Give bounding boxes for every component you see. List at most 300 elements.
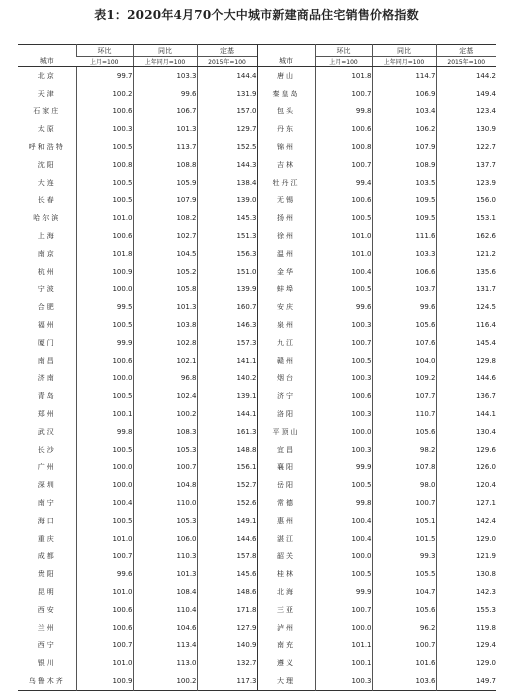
mom-index-cell: 100.4 (315, 512, 372, 530)
mom-index-cell: 100.3 (315, 405, 372, 423)
city-name-cell: 桂林 (257, 565, 315, 583)
table-row (18, 423, 496, 441)
subheader-mom-left: 上月=100 (76, 57, 133, 67)
base-index-cell: 131.7 (436, 281, 496, 299)
yoy-index-cell: 108.8 (133, 156, 197, 174)
city-name-cell: 厦门 (37, 338, 56, 347)
yoy-index-cell: 101.3 (133, 120, 197, 138)
subheader-base-right: 2015年=100 (436, 57, 496, 67)
mom-index-cell: 100.4 (76, 494, 133, 512)
yoy-index-cell: 107.9 (372, 138, 436, 156)
mom-index-cell: 100.5 (76, 138, 133, 156)
mom-index-cell: 101.8 (76, 245, 133, 263)
base-index-cell: 145.3 (197, 209, 257, 227)
yoy-index-cell: 103.5 (372, 174, 436, 192)
city-name-cell: 湛江 (257, 530, 315, 548)
mom-index-cell: 100.7 (76, 548, 133, 566)
mom-index-cell: 101.0 (76, 583, 133, 601)
city-name-cell: 天津 (37, 89, 56, 98)
mom-index-cell: 100.0 (315, 548, 372, 566)
city-name-cell: 丹东 (257, 120, 315, 138)
base-index-cell: 144.2 (436, 67, 496, 85)
base-index-cell: 130.9 (436, 120, 496, 138)
base-index-cell: 135.6 (436, 263, 496, 281)
table-row (18, 459, 496, 477)
base-index-cell: 160.7 (197, 298, 257, 316)
city-name-cell: 泉州 (257, 316, 315, 334)
header-mom-left: 环比 (76, 45, 133, 57)
city-name-cell: 南宁 (37, 499, 56, 508)
base-index-cell: 129.4 (436, 637, 496, 655)
base-index-cell: 120.4 (436, 476, 496, 494)
mom-index-cell: 101.0 (76, 209, 133, 227)
mom-index-cell: 100.0 (76, 370, 133, 388)
base-index-cell: 144.1 (197, 405, 257, 423)
city-name-cell: 合肥 (37, 303, 56, 312)
table-row (18, 192, 496, 210)
table-body (18, 67, 496, 691)
table-row (18, 138, 496, 156)
base-index-cell: 144.4 (197, 67, 257, 85)
city-name-cell: 常德 (257, 494, 315, 512)
base-index-cell: 131.9 (197, 85, 257, 103)
base-index-cell: 144.6 (436, 370, 496, 388)
city-name-cell: 乌鲁木齐 (28, 676, 65, 685)
yoy-index-cell: 99.6 (133, 85, 197, 103)
city-name-cell: 沈阳 (37, 160, 56, 169)
base-index-cell: 142.4 (436, 512, 496, 530)
base-index-cell: 151.3 (197, 227, 257, 245)
mom-index-cell: 100.7 (76, 637, 133, 655)
city-name-cell: 包头 (257, 103, 315, 121)
base-index-cell: 139.0 (197, 192, 257, 210)
city-name-cell: 泸州 (257, 619, 315, 637)
city-name-cell: 惠州 (257, 512, 315, 530)
header-base-left: 定基 (197, 45, 257, 57)
table-row (18, 174, 496, 192)
yoy-index-cell: 100.7 (372, 494, 436, 512)
table-row (18, 281, 496, 299)
mom-index-cell: 99.9 (76, 334, 133, 352)
yoy-index-cell: 96.8 (133, 370, 197, 388)
city-name-cell: 北京 (37, 71, 56, 80)
mom-index-cell: 99.9 (315, 459, 372, 477)
table-row (18, 263, 496, 281)
yoy-index-cell: 102.1 (133, 352, 197, 370)
city-name-cell: 兰州 (37, 623, 56, 632)
table-row (18, 352, 496, 370)
base-index-cell: 156.3 (197, 245, 257, 263)
yoy-index-cell: 107.8 (372, 459, 436, 477)
mom-index-cell: 100.5 (76, 192, 133, 210)
yoy-index-cell: 110.0 (133, 494, 197, 512)
table-row (18, 245, 496, 263)
base-index-cell: 155.3 (436, 601, 496, 619)
mom-index-cell: 100.4 (315, 530, 372, 548)
yoy-index-cell: 98.0 (372, 476, 436, 494)
yoy-index-cell: 100.2 (133, 405, 197, 423)
city-name-cell: 遵义 (257, 654, 315, 672)
base-index-cell: 151.0 (197, 263, 257, 281)
mom-index-cell: 99.4 (315, 174, 372, 192)
city-name-cell: 福州 (37, 321, 56, 330)
mom-index-cell: 100.1 (76, 405, 133, 423)
base-index-cell: 122.7 (436, 138, 496, 156)
table-row (18, 619, 496, 637)
subheader-base-left: 2015年=100 (197, 57, 257, 67)
base-index-cell: 117.3 (197, 672, 257, 690)
mom-index-cell: 100.6 (315, 192, 372, 210)
city-name-cell: 银川 (37, 659, 56, 668)
mom-index-cell: 100.3 (315, 441, 372, 459)
mom-index-cell: 100.3 (76, 120, 133, 138)
table-row (18, 370, 496, 388)
base-index-cell: 139.1 (197, 387, 257, 405)
city-name-cell: 贵阳 (37, 570, 56, 579)
base-index-cell: 149.4 (436, 85, 496, 103)
table-row (18, 565, 496, 583)
table-row (18, 548, 496, 566)
yoy-index-cell: 105.9 (133, 174, 197, 192)
mom-index-cell: 100.4 (315, 263, 372, 281)
yoy-index-cell: 105.1 (372, 512, 436, 530)
table-row (18, 156, 496, 174)
mom-index-cell: 100.6 (76, 601, 133, 619)
base-index-cell: 121.9 (436, 548, 496, 566)
mom-index-cell: 100.5 (76, 441, 133, 459)
table-row (18, 85, 496, 103)
mom-index-cell: 100.6 (315, 120, 372, 138)
price-index-table (18, 44, 496, 691)
yoy-index-cell: 104.5 (133, 245, 197, 263)
city-name-cell: 长沙 (37, 445, 56, 454)
city-name-cell: 广州 (37, 463, 56, 472)
yoy-index-cell: 109.5 (372, 209, 436, 227)
header-yoy-right: 同比 (372, 45, 436, 57)
yoy-index-cell: 102.4 (133, 387, 197, 405)
city-name-cell: 西宁 (37, 641, 56, 650)
yoy-index-cell: 105.3 (133, 512, 197, 530)
city-name-cell: 上海 (37, 232, 56, 241)
base-index-cell: 140.2 (197, 370, 257, 388)
base-index-cell: 132.7 (197, 654, 257, 672)
city-name-cell: 三亚 (257, 601, 315, 619)
yoy-index-cell: 106.0 (133, 530, 197, 548)
yoy-index-cell: 101.5 (372, 530, 436, 548)
yoy-index-cell: 105.3 (133, 441, 197, 459)
mom-index-cell: 100.3 (315, 370, 372, 388)
city-name-cell: 金华 (257, 263, 315, 281)
yoy-index-cell: 108.4 (133, 583, 197, 601)
mom-index-cell: 101.0 (315, 227, 372, 245)
mom-index-cell: 100.6 (76, 619, 133, 637)
city-name-cell: 吉林 (257, 156, 315, 174)
yoy-index-cell: 104.8 (133, 476, 197, 494)
base-index-cell: 129.8 (436, 352, 496, 370)
base-index-cell: 157.3 (197, 334, 257, 352)
base-index-cell: 149.7 (436, 672, 496, 690)
header-city-left: 城市 (18, 45, 76, 67)
base-index-cell: 129.6 (436, 441, 496, 459)
city-name-cell: 西安 (37, 605, 56, 614)
city-name-cell: 呼和浩特 (28, 143, 65, 152)
yoy-index-cell: 106.6 (372, 263, 436, 281)
city-name-cell: 大理 (257, 672, 315, 690)
city-name-cell: 南充 (257, 637, 315, 655)
base-index-cell: 142.3 (436, 583, 496, 601)
city-name-cell: 南昌 (37, 356, 56, 365)
mom-index-cell: 99.9 (315, 583, 372, 601)
yoy-index-cell: 100.7 (133, 459, 197, 477)
mom-index-cell: 99.6 (76, 565, 133, 583)
city-name-cell: 韶关 (257, 548, 315, 566)
mom-index-cell: 100.1 (315, 654, 372, 672)
city-name-cell: 长春 (37, 196, 56, 205)
yoy-index-cell: 109.2 (372, 370, 436, 388)
mom-index-cell: 100.6 (76, 227, 133, 245)
table-row (18, 530, 496, 548)
city-name-cell: 安庆 (257, 298, 315, 316)
city-name-cell: 青岛 (37, 392, 56, 401)
yoy-index-cell: 107.7 (372, 387, 436, 405)
mom-index-cell: 100.6 (76, 352, 133, 370)
base-index-cell: 129.7 (197, 120, 257, 138)
table-row (18, 227, 496, 245)
city-name-cell: 平顶山 (257, 423, 315, 441)
mom-index-cell: 100.5 (315, 352, 372, 370)
table-row (18, 583, 496, 601)
mom-index-cell: 100.6 (76, 103, 133, 121)
city-name-cell: 牡丹江 (257, 174, 315, 192)
yoy-index-cell: 100.2 (133, 672, 197, 690)
yoy-index-cell: 101.6 (372, 654, 436, 672)
city-name-cell: 蚌埠 (257, 281, 315, 299)
city-name-cell: 昆明 (37, 588, 56, 596)
table-row (18, 103, 496, 121)
mom-index-cell: 100.5 (76, 174, 133, 192)
yoy-index-cell: 106.9 (372, 85, 436, 103)
mom-index-cell: 100.8 (315, 138, 372, 156)
mom-index-cell: 101.0 (315, 245, 372, 263)
yoy-index-cell: 114.7 (372, 67, 436, 85)
table-row (18, 441, 496, 459)
yoy-index-cell: 108.9 (372, 156, 436, 174)
city-name-cell: 深圳 (37, 481, 56, 490)
base-index-cell: 123.9 (436, 174, 496, 192)
city-name-cell: 岳阳 (257, 476, 315, 494)
mom-index-cell: 100.7 (315, 85, 372, 103)
base-index-cell: 152.6 (197, 494, 257, 512)
base-index-cell: 126.0 (436, 459, 496, 477)
base-index-cell: 152.7 (197, 476, 257, 494)
city-name-cell: 宁波 (37, 285, 56, 294)
header-mom-right: 环比 (315, 45, 372, 57)
table-row (18, 512, 496, 530)
mom-index-cell: 100.5 (315, 476, 372, 494)
base-index-cell: 171.8 (197, 601, 257, 619)
city-name-cell: 哈尔滨 (33, 214, 61, 223)
yoy-index-cell: 96.2 (372, 619, 436, 637)
subheader-mom-right: 上月=100 (315, 57, 372, 67)
table-row (18, 316, 496, 334)
yoy-index-cell: 105.5 (372, 565, 436, 583)
city-name-cell: 无锡 (257, 192, 315, 210)
base-index-cell: 145.6 (197, 565, 257, 583)
mom-index-cell: 100.9 (76, 263, 133, 281)
city-name-cell: 太原 (37, 125, 56, 134)
mom-index-cell: 100.3 (315, 672, 372, 690)
base-index-cell: 127.9 (197, 619, 257, 637)
mom-index-cell: 100.0 (315, 423, 372, 441)
mom-index-cell: 100.9 (76, 672, 133, 690)
city-name-cell: 洛阳 (257, 405, 315, 423)
mom-index-cell: 100.0 (76, 476, 133, 494)
yoy-index-cell: 105.2 (133, 263, 197, 281)
mom-index-cell: 101.8 (315, 67, 372, 85)
table-row (18, 601, 496, 619)
yoy-index-cell: 110.4 (133, 601, 197, 619)
base-index-cell: 145.4 (436, 334, 496, 352)
base-index-cell: 148.8 (197, 441, 257, 459)
mom-index-cell: 100.0 (76, 459, 133, 477)
yoy-index-cell: 113.0 (133, 654, 197, 672)
table-title: 表1：2020年4月70个大中城市新建商品住宅销售价格指数 (94, 8, 419, 22)
yoy-index-cell: 99.3 (372, 548, 436, 566)
yoy-index-cell: 110.3 (133, 548, 197, 566)
mom-index-cell: 100.0 (76, 281, 133, 299)
mom-index-cell: 99.8 (315, 103, 372, 121)
base-index-cell: 129.0 (436, 654, 496, 672)
yoy-index-cell: 113.4 (133, 637, 197, 655)
yoy-index-cell: 109.5 (372, 192, 436, 210)
yoy-index-cell: 101.3 (133, 565, 197, 583)
mom-index-cell: 101.0 (76, 530, 133, 548)
subheader-yoy-right: 上年同月=100 (372, 57, 436, 67)
city-name-cell: 重庆 (37, 534, 56, 543)
mom-index-cell: 100.5 (76, 387, 133, 405)
city-name-cell: 大连 (37, 178, 56, 187)
city-name-cell: 杭州 (37, 267, 56, 276)
city-name-cell: 唐山 (257, 67, 315, 85)
base-index-cell: 162.6 (436, 227, 496, 245)
mom-index-cell: 100.2 (76, 85, 133, 103)
city-name-cell: 武汉 (37, 427, 56, 436)
base-index-cell: 121.2 (436, 245, 496, 263)
table-row (18, 672, 496, 690)
yoy-index-cell: 102.8 (133, 334, 197, 352)
yoy-index-cell: 107.9 (133, 192, 197, 210)
base-index-cell: 138.4 (197, 174, 257, 192)
base-index-cell: 156.0 (436, 192, 496, 210)
base-index-cell: 161.3 (197, 423, 257, 441)
city-name-cell: 九江 (257, 334, 315, 352)
city-name-cell: 郑州 (37, 410, 56, 419)
yoy-index-cell: 106.2 (372, 120, 436, 138)
table-row (18, 405, 496, 423)
yoy-index-cell: 103.4 (372, 103, 436, 121)
yoy-index-cell: 113.7 (133, 138, 197, 156)
base-index-cell: 144.1 (436, 405, 496, 423)
mom-index-cell: 100.7 (315, 156, 372, 174)
mom-index-cell: 100.5 (315, 281, 372, 299)
header-yoy-left: 同比 (133, 45, 197, 57)
table-row (18, 494, 496, 512)
yoy-index-cell: 108.3 (133, 423, 197, 441)
base-index-cell: 157.0 (197, 103, 257, 121)
city-name-cell: 北海 (257, 583, 315, 601)
base-index-cell: 152.5 (197, 138, 257, 156)
city-name-cell: 襄阳 (257, 459, 315, 477)
table-row (18, 387, 496, 405)
yoy-index-cell: 101.3 (133, 298, 197, 316)
yoy-index-cell: 104.7 (372, 583, 436, 601)
city-name-cell: 石家庄 (33, 107, 61, 116)
mom-index-cell: 100.5 (315, 565, 372, 583)
base-index-cell: 157.8 (197, 548, 257, 566)
table-row (18, 67, 496, 85)
yoy-index-cell: 105.6 (372, 423, 436, 441)
table-row (18, 476, 496, 494)
base-index-cell: 129.0 (436, 530, 496, 548)
city-name-cell: 济南 (37, 374, 56, 383)
city-name-cell: 扬州 (257, 209, 315, 227)
table-row (18, 654, 496, 672)
yoy-index-cell: 107.6 (372, 334, 436, 352)
subheader-yoy-left: 上年同月=100 (133, 57, 197, 67)
yoy-index-cell: 106.7 (133, 103, 197, 121)
yoy-index-cell: 102.7 (133, 227, 197, 245)
base-index-cell: 136.7 (436, 387, 496, 405)
mom-index-cell: 100.7 (315, 601, 372, 619)
yoy-index-cell: 105.8 (133, 281, 197, 299)
table-row (18, 637, 496, 655)
mom-index-cell: 101.1 (315, 637, 372, 655)
base-index-cell: 139.9 (197, 281, 257, 299)
base-index-cell: 119.8 (436, 619, 496, 637)
table-row (18, 120, 496, 138)
city-name-cell: 赣州 (257, 352, 315, 370)
mom-index-cell: 99.5 (76, 298, 133, 316)
base-index-cell: 153.1 (436, 209, 496, 227)
mom-index-cell: 100.8 (76, 156, 133, 174)
mom-index-cell: 100.6 (315, 387, 372, 405)
mom-index-cell: 100.7 (315, 334, 372, 352)
mom-index-cell: 99.8 (76, 423, 133, 441)
mom-index-cell: 99.7 (76, 67, 133, 85)
yoy-index-cell: 103.7 (372, 281, 436, 299)
table-row (18, 334, 496, 352)
mom-index-cell: 101.0 (76, 654, 133, 672)
base-index-cell: 144.6 (197, 530, 257, 548)
base-index-cell: 137.7 (436, 156, 496, 174)
base-index-cell: 144.3 (197, 156, 257, 174)
city-name-cell: 海口 (37, 516, 56, 525)
header-city-right: 城市 (257, 45, 315, 67)
mom-index-cell: 100.5 (315, 209, 372, 227)
base-index-cell: 148.6 (197, 583, 257, 601)
table-row (18, 209, 496, 227)
yoy-index-cell: 105.6 (372, 601, 436, 619)
base-index-cell: 130.8 (436, 565, 496, 583)
base-index-cell: 141.1 (197, 352, 257, 370)
base-index-cell: 124.5 (436, 298, 496, 316)
mom-index-cell: 100.3 (315, 316, 372, 334)
yoy-index-cell: 104.0 (372, 352, 436, 370)
base-index-cell: 140.9 (197, 637, 257, 655)
base-index-cell: 127.1 (436, 494, 496, 512)
yoy-index-cell: 98.2 (372, 441, 436, 459)
base-index-cell: 130.4 (436, 423, 496, 441)
